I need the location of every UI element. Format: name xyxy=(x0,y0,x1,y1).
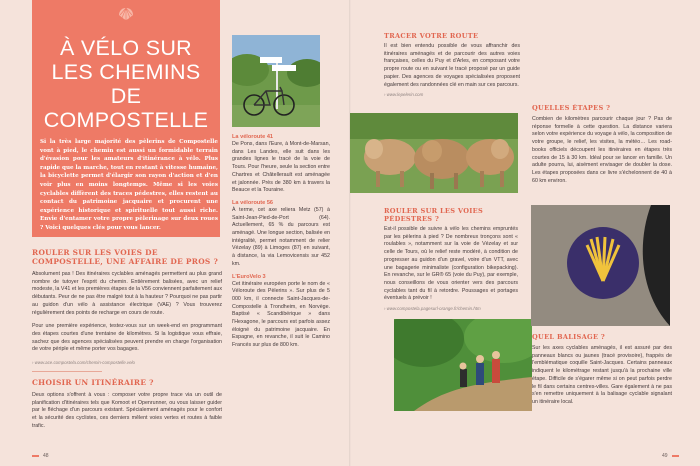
page-gutter xyxy=(349,0,351,466)
paragraph: Est-il possible de suivre à vélo les chemins empruntés par les pèlerins à pied ? De nombreux tronçons sont « roulables », notamment sur la voie de Vézelay et sur celle de Tours, où le relief reste modéré, à condition de progresser au guidon d'un gravel, voire d'un VTT, avec une bagagerie minimaliste (configuration bikepacking). En revanche, sur le GR® 65 (voie du Puy), par exemple, nous conseillons de vous orienter vers des parcours cyclables tant du fil à retordre. Poussages et portages éventuels à prévoir ! xyxy=(384,226,518,302)
scallop-shell-icon xyxy=(118,7,134,21)
section-tracer-route xyxy=(356,32,520,98)
photo-bike-signpost xyxy=(232,35,320,127)
paragraph: Sur les axes cyclables aménagés, il est assuré par des panneaux blancs ou jaunes (tracé provisoire), frappés de l'emblématique coquille Saint-Jacques. Certains panneaux indiquent le kilométrage restant jusqu'à la prochaine ville étape. Difficile de s'égarer même si on peut parfois perdre le fil dans certains centres-villes. Gare également à ne pas s'en remettre uniquement à la balisage cyclable signalant un itinéraire local. xyxy=(532,345,672,405)
title-line-3: COMPOSTELLE xyxy=(43,108,209,132)
intro-paragraph: Si la très large majorité des pèlerins de Compostelle vont à pied, le chemin est aussi un formidable terrain d'évasion pour les amateurs d'itinérance à vélo. Plus rapide que la marche, tout en restant à vitesse humaine, la bicyclette permet d'élargir son rayon d'action et d'en voir plus en moins longtemps. Même si les voies cyclables diffèrent des traces pédestres, elles restent au contact du patrimoine jacquaire et procurent une expérience historique et spirituelle tout aussi riche. Envie d'entamer votre propre pèlerinage sur deux roues ? Voici quelques clés pour vous lancer. xyxy=(40,139,218,231)
section-heading-pros: ROULER SUR LES VOIES DE COMPOSTELLE, UNE AFFAIRE DE PROS ? xyxy=(32,248,219,266)
photo-cows xyxy=(350,113,518,193)
section-heading-balisage: QUEL BALISAGE ? xyxy=(532,333,606,341)
section-voies-pedestres xyxy=(356,207,518,312)
section-quel-balisage xyxy=(532,333,672,407)
page-number-left: 48 xyxy=(32,453,49,459)
section-heading-pedestres: ROULER SUR LES VOIES PÉDESTRES ? xyxy=(384,207,484,223)
section-quelles-etapes xyxy=(532,104,672,185)
article-title xyxy=(38,36,214,132)
paragraph: Il est bien entendu possible de vous affranchir des itinéraires aménagés et de parcourir des autres voies françaises, celles du Puy et d'Arles, en composant votre propre route ou en suivant le tracé proposé par un guide papier. Des agences de voyages spécialisées proposent également des randonnées clé en main sur ces parcours. xyxy=(384,43,520,88)
route-description: De Pons, dans l'Eure, à Mont-de-Marsan, dans Les Landes, elle suit dans les grandes lignes le tracé de la voie de Tours. Pour l'heure, seule la section entre Chartres et Châtellerault est aménagée et jalonnée. Près de 380 km à travers la Beauce et la Touraine. xyxy=(232,141,330,194)
route-name: L'EuroVelo 3 xyxy=(232,273,266,280)
photo-shell-marker xyxy=(531,205,670,326)
paragraph: Deux options s'offrent à vous : composer votre propre trace via un outil de planification d'itinéraires tels que Komoot et Openrunner, ou vous laisser guider par le fléchage d'un parcours existant. Spécialement aménagés pour le confort et la sécurité des cyclistes, ces derniers mêlent voies vertes et routes à faible trafic. xyxy=(32,392,222,429)
route-name: La véloroute 56 xyxy=(232,199,274,206)
paragraph: Absolument pas ! Des itinéraires cyclables aménagés permettent au plus grand nombre de tutoyer l'esprit du chemin. Entièrement balisées, avec un relief modeste, la V41 et les premières étapes de la V56 conviennent parfaitement aux débutants. Peur de ne pas être malgré tout à la hauteur ? Pourquoi ne pas partir au guidon d'un vélo à assistance électrique (VAE) ? Vous trouverez régulièrement des points de recharge en cours de route. xyxy=(32,271,222,316)
route-description: Cet itinéraire européen porte le nom de « Véloroute des Pèlerins ». Sur plus de 5 000 km, il connecte Saint-Jacques-de-Compostelle à Trondheim, en Norvège. Baptisé « Scandibérique » dans l'Hexagone, le parcours est parfois assez éloigné du patrimoine jacquaire. En Espagne, en revanche, il suit le Camino Francés sur plus de 800 km. xyxy=(232,280,330,349)
route-description: À terme, cet axe reliera Metz (57) à Saint-Jean-Pied-de-Port (64). Actuellement, 65 % du parcours est aménagé. Une longue section, balisée en intégralité, permet notamment de relier Vézelay (89) à Limoges (87) en suivant, à distance, la via Lemovicensis sur 452 km. xyxy=(232,206,330,267)
title-line-2: LES CHEMINS DE xyxy=(51,60,201,108)
source-link[interactable]: › www.lepelerin.com xyxy=(384,92,424,98)
divider xyxy=(32,371,102,372)
section-heading-etapes: QUELLES ÉTAPES ? xyxy=(532,104,611,112)
source-link[interactable]: › www.ace.compostela.com/chemin-compostelle.velo xyxy=(32,360,135,366)
paragraph: Pour une première expérience, testez-vous sur un week-end en programmant des étapes courtes d'une trentaine de kilomètres. Si la logistique vous effraie, sachez que des agences spécialisées peuvent prendre en charge l'organisation de votre périple et même porter vos bagages. xyxy=(32,323,222,353)
left-column xyxy=(32,248,222,437)
route-list xyxy=(232,133,330,350)
section-heading-tracer: TRACER VOTRE ROUTE xyxy=(384,32,479,40)
page-number-right: 49 xyxy=(662,453,679,459)
source-link[interactable]: › www.compostela.pagesurl-orange.fr/chemin.htm xyxy=(384,306,481,312)
photo-hikers xyxy=(394,319,532,411)
route-name: La véloroute 41 xyxy=(232,134,274,140)
section-heading-itineraire: CHOISIR UN ITINÉRAIRE ? xyxy=(32,378,154,388)
paragraph: Combien de kilomètres parcourir chaque jour ? Pas de réponse formelle à cette question. La distance variera selon votre expérience du voyage à vélo, la composition de votre groupe, le relief, les visites, la météo… Les road-books officiels découpent les itinéraires en étapes très courtes de 15 à 30 km. Idéal pour se lancer en famille. Un adulte pourra, lui, aisément envisager de doubler la dose. Les étapes proposées dans ce livre s'échelonnent de 40 à 60 km environ. xyxy=(532,116,672,184)
title-line-1: À VÉLO SUR xyxy=(59,36,193,60)
